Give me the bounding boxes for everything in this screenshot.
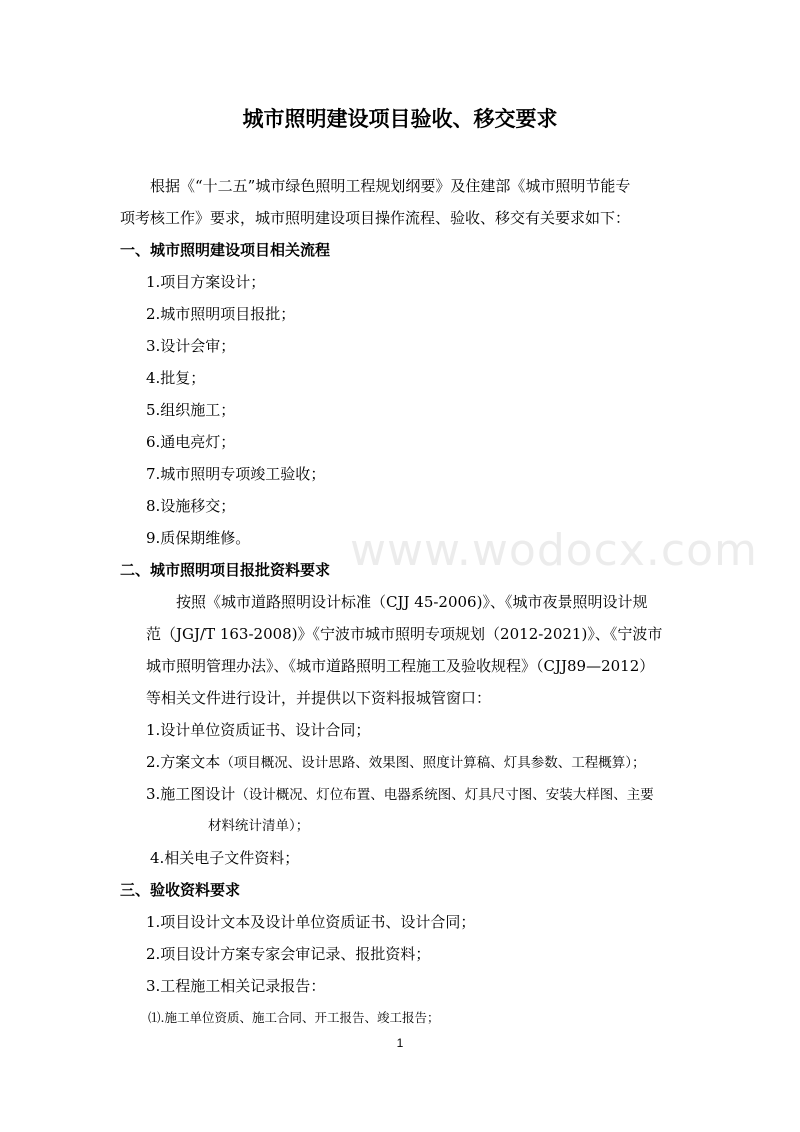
section3-heading: 三、验收资料要求 <box>120 881 241 899</box>
section1-item-7: 7.城市照明专项竣工验收； <box>146 465 326 483</box>
section2-item-4: 4.相关电子文件资料； <box>150 849 300 867</box>
section2-item-1: 1.设计单位资质证书、设计合同； <box>146 721 371 739</box>
section2-item-3 <box>146 784 654 805</box>
document-title: 城市照明建设项目验收、移交要求 <box>242 107 558 131</box>
section1-item-1: 1.项目方案设计； <box>146 273 266 291</box>
intro-line-1: 根据《“十二五”城市绿色照明工程规划纲要》及住建部《城市照明节能专 <box>150 177 631 195</box>
section1-item-3: 3.设计会审； <box>146 337 236 355</box>
section2-para-line-1: 按照《城市道路照明设计标准（CJJ 45-2006)》、《城市夜景照明设计规 <box>176 593 648 611</box>
section1-heading: 一、城市照明建设项目相关流程 <box>120 241 331 259</box>
section3-item-1: 1.项目设计文本及设计单位资质证书、设计合同； <box>146 913 476 931</box>
section1-item-8: 8.设施移交； <box>146 497 236 515</box>
section1-item-4: 4.批复； <box>146 369 206 387</box>
section3-sub-1: ⑴.施工单位资质、施工合同、开工报告、竣工报告； <box>148 1010 440 1025</box>
section2-heading: 二、城市照明项目报批资料要求 <box>120 561 331 579</box>
section2-item-3-main: 3.施工图设计 <box>146 785 236 803</box>
section2-item-3-cont: 材料统计清单）； <box>208 818 310 834</box>
section1-item-2: 2.城市照明项目报批； <box>146 305 296 323</box>
section2-item-2 <box>146 752 646 773</box>
section2-para-line-3: 城市照明管理办法》、《城市道路照明工程施工及验收规程》（CJJ89—2012） <box>146 657 655 675</box>
section3-item-2: 2.项目设计方案专家会审记录、报批资料； <box>146 945 431 963</box>
section1-item-6: 6.通电亮灯； <box>146 433 236 451</box>
section2-item-3-detail: （设计概况、灯位布置、电器系统图、灯具尺寸图、安装大样图、主要 <box>235 787 654 803</box>
watermark: www.wodocx.com <box>350 525 758 576</box>
section1-item-9: 9.质保期维修。 <box>146 529 251 547</box>
section1-item-5: 5.组织施工； <box>146 401 236 419</box>
section2-para-line-4: 等相关文件进行设计，并提供以下资料报城管窗口： <box>146 689 492 707</box>
section2-para-line-2: 范（JGJ/T 163-2008)》《宁波市城市照明专项规划（2012-2021)》、《宁波市 <box>146 625 663 643</box>
section2-item-2-detail: （项目概况、设计思路、效果图、照度计算稿、灯具参数、工程概算）； <box>220 755 646 771</box>
section2-item-2-main: 2.方案文本 <box>146 753 221 771</box>
intro-line-2: 项考核工作》要求，城市照明建设项目操作流程、验收、移交有关要求如下： <box>120 209 631 227</box>
page-number: 1 <box>396 1036 404 1050</box>
section3-item-3: 3.工程施工相关记录报告： <box>146 977 326 995</box>
